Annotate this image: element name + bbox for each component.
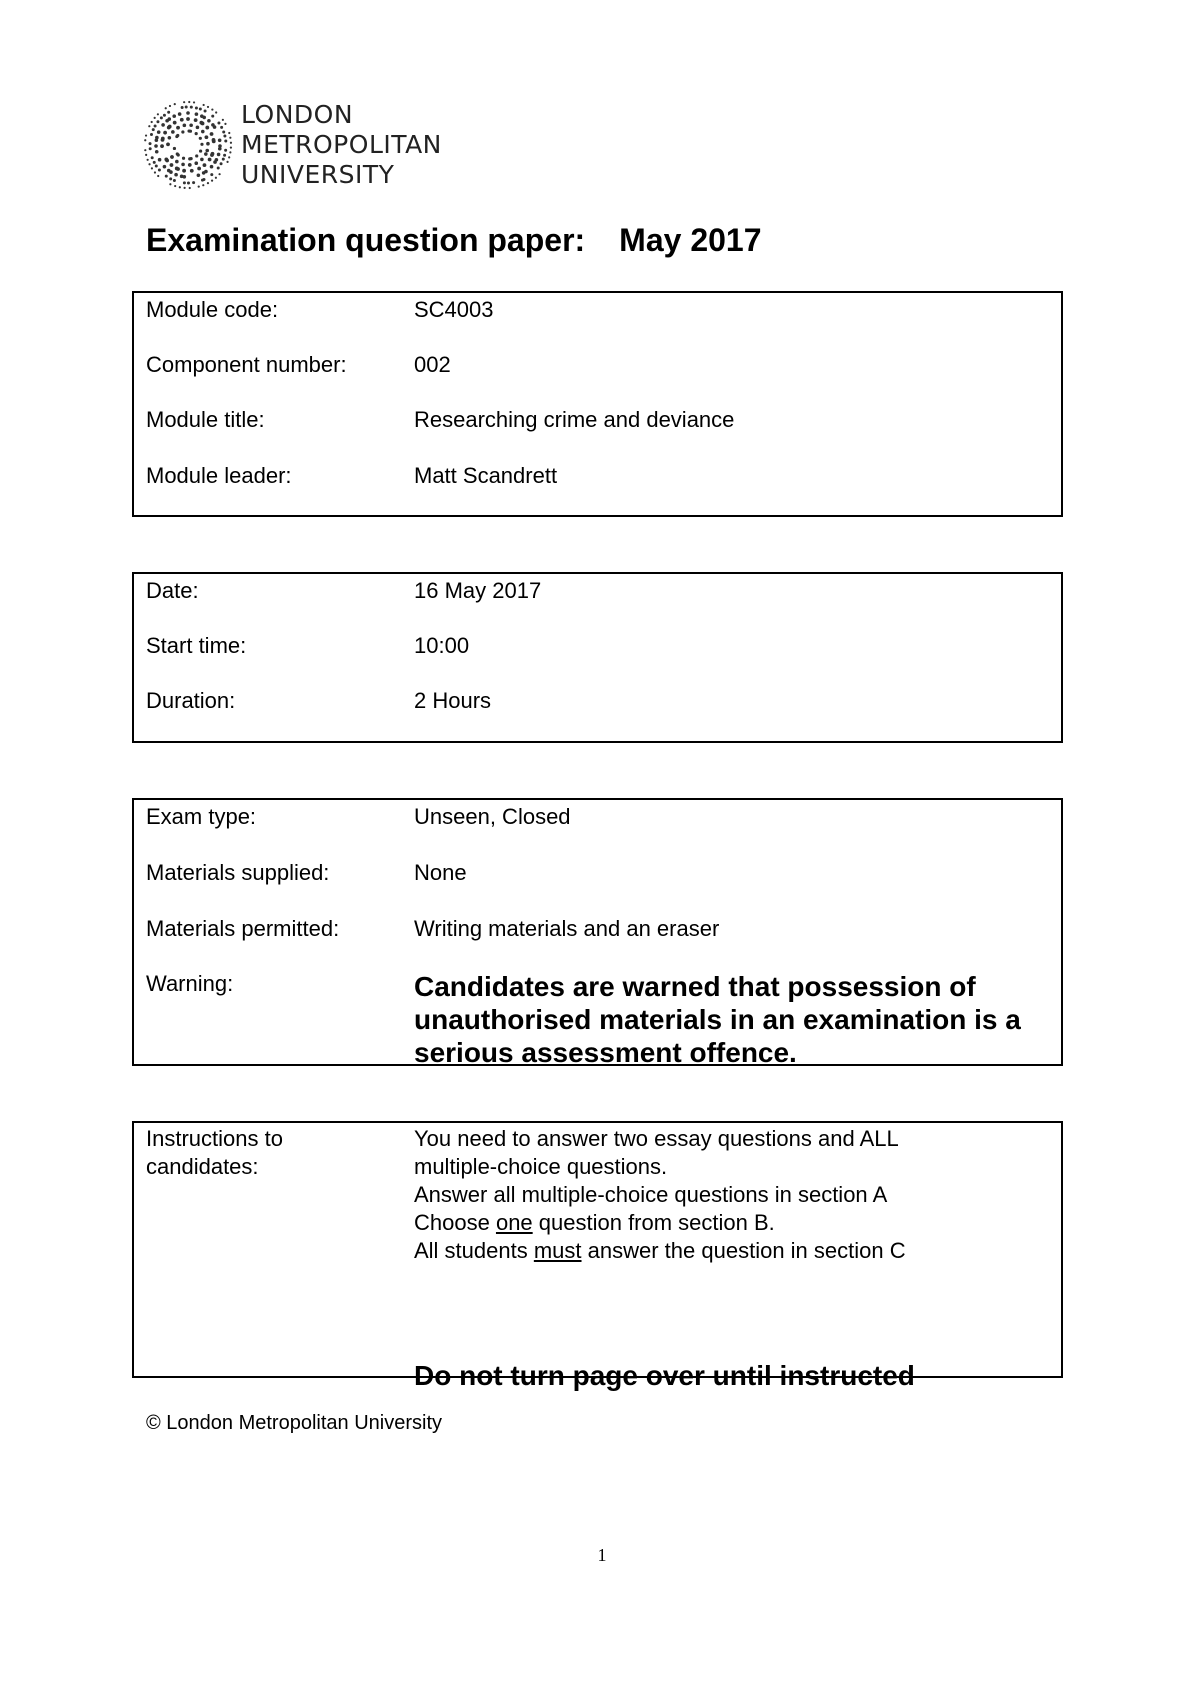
logo-dot (158, 169, 161, 172)
warning-text: Candidates are warned that possession of unauthorised materials in an examination is a serious assessment offence. (414, 971, 1021, 1068)
logo-dot (199, 149, 202, 152)
logo-dot (187, 182, 190, 185)
timing-info-box (132, 572, 1063, 743)
module-title-value: Researching crime and deviance (414, 407, 735, 432)
logo-dot (170, 163, 174, 167)
logo-dot (152, 128, 155, 131)
logo-dot (150, 133, 153, 136)
logo-dot (179, 186, 181, 188)
date-value: 16 May 2017 (414, 578, 542, 603)
logo-dot (206, 142, 210, 146)
logo-dot (173, 147, 176, 150)
logo-dot (201, 130, 205, 134)
instruction-line-1: You need to answer two essay questions and ALL (414, 1126, 899, 1151)
logo-dot (210, 165, 214, 169)
logo-dot (217, 121, 220, 124)
logo-dot (183, 181, 186, 184)
logo-dot (207, 106, 209, 108)
logo-dot (169, 170, 173, 174)
logo-dot (195, 132, 198, 135)
logo-dot (163, 165, 167, 169)
logo-dot (215, 158, 219, 162)
copyright-notice: © London Metropolitan University (146, 1412, 442, 1434)
logo-dot (148, 125, 150, 127)
logo-dot (208, 158, 212, 162)
logo-dot (205, 135, 209, 139)
logo-dot (169, 177, 172, 180)
logo-dot (199, 121, 203, 125)
logo-dot (165, 175, 168, 178)
logo-dot (202, 184, 204, 186)
logo-dot (168, 136, 172, 140)
logo-dot (202, 178, 205, 181)
logo-dot (192, 181, 195, 184)
logo-dot (204, 152, 208, 156)
instruction-line-5 (414, 1237, 906, 1265)
logo-dot (203, 104, 205, 106)
logo-dot (226, 161, 228, 163)
logo-dot (182, 169, 186, 173)
logo-dot (175, 160, 179, 164)
logo-dot (211, 115, 214, 118)
logo-dot (145, 154, 147, 156)
logo-dot (180, 118, 184, 122)
logo-dot (186, 117, 190, 121)
module-leader-label: Module leader: (146, 463, 292, 488)
logo-dot (154, 144, 158, 148)
logo-dot (147, 159, 149, 161)
logo-dot (167, 126, 171, 130)
instruction-line-4 (414, 1209, 906, 1237)
logo-dot (222, 119, 224, 121)
logo-dot (195, 112, 199, 116)
logo-dot (161, 138, 165, 142)
exam-type-value: Unseen, Closed (414, 804, 571, 829)
logo-dot (189, 130, 192, 133)
logo-dot (218, 144, 222, 148)
logo-dot (188, 101, 190, 103)
date-label: Date: (146, 578, 199, 603)
page-title (146, 222, 762, 259)
logo-dot (145, 134, 147, 136)
logo-dot (222, 158, 225, 161)
instructions-label: Instructions to candidates: (146, 1126, 283, 1179)
logo-line-1: LONDON (241, 100, 354, 129)
logo-dot (160, 116, 163, 119)
title-date: May 2017 (619, 222, 762, 258)
duration-label: Duration: (146, 688, 236, 713)
module-title-label: Module title: (146, 407, 265, 432)
logo-dot (163, 131, 167, 135)
logo-dot (166, 143, 170, 147)
logo-dot (176, 152, 179, 155)
logo-line-3: UNIVERSITY (241, 160, 395, 189)
logo-dot (183, 101, 185, 103)
logo-dot (155, 150, 159, 154)
logo-dot (228, 156, 230, 158)
logo-dot (170, 155, 174, 159)
logo-dot (189, 123, 193, 127)
logo-dot (161, 123, 165, 127)
instruction-line-3: Answer all multiple-choice questions in section A (414, 1182, 888, 1207)
logo-dot (174, 103, 176, 105)
module-code-value: SC4003 (414, 297, 494, 322)
materials-supplied-label: Materials supplied: (146, 860, 330, 885)
logo-dot (222, 131, 225, 134)
logo-dot (174, 185, 176, 187)
logo-dot (199, 137, 202, 140)
logo-dot (212, 138, 216, 142)
logo-dot-ring-icon (143, 98, 233, 194)
logo-dot (154, 117, 156, 119)
logo-dot (157, 175, 159, 177)
logo-dot (183, 124, 187, 128)
logo-dot (169, 105, 171, 107)
logo-dot (193, 101, 195, 103)
logo-dot (181, 106, 184, 109)
logo-dot (163, 114, 166, 117)
logo-dot (207, 119, 211, 123)
logo-dot (217, 153, 221, 157)
logo-dot (185, 106, 188, 109)
component-number-label: Component number: (146, 352, 347, 377)
logo-dot (188, 163, 192, 167)
instruction-line-4-end: question from section B. (532, 1210, 775, 1235)
logo-dot (203, 163, 207, 167)
logo-dot (165, 107, 167, 109)
logo-dot (204, 110, 207, 113)
logo-dot (200, 114, 204, 118)
logo-dot (183, 175, 187, 179)
logo-dot (218, 139, 222, 143)
logo-dot (224, 140, 227, 143)
logo-dot (205, 126, 209, 130)
instruction-line-4-start: Choose (414, 1210, 496, 1235)
exam-type-label: Exam type: (146, 804, 257, 829)
logo-dot (167, 111, 170, 114)
logo-dot (178, 112, 182, 116)
materials-permitted-value: Writing materials and an eraser (414, 916, 720, 941)
logo-dot (171, 130, 175, 134)
instruction-line-2: multiple-choice questions. (414, 1154, 668, 1179)
logo-dot (160, 144, 164, 148)
page-number: 1 (597, 1545, 607, 1565)
logo-dot (204, 170, 208, 174)
instruction-emphasis-one: one (495, 1210, 533, 1235)
logo-dot (218, 173, 220, 175)
logo-dot (224, 149, 227, 152)
logo-dot (211, 152, 215, 156)
logo-dot (229, 137, 231, 139)
logo-dot (195, 154, 198, 157)
logo-dot (155, 138, 159, 142)
logo-dot (199, 108, 202, 111)
logo-dot (176, 126, 180, 130)
component-number-value: 002 (414, 352, 451, 377)
logo-dot (194, 161, 198, 165)
logo-dot (149, 142, 152, 145)
logo-dot (210, 173, 213, 176)
logo-dot (144, 139, 146, 141)
module-code-label: Module code: (146, 297, 279, 322)
university-logo (143, 98, 503, 194)
final-notice: Do not turn page over until instructed (414, 1360, 915, 1391)
logo-dot (176, 167, 180, 171)
logo-dot (184, 187, 186, 189)
logo-line-2: METROPOLITAN (241, 130, 442, 159)
logo-dot (211, 123, 215, 127)
logo-dot (220, 126, 223, 129)
logo-dot (223, 134, 226, 137)
logo-dot (144, 149, 146, 151)
logo-dot (157, 113, 159, 115)
start-time-label: Start time: (146, 633, 247, 658)
logo-dot (153, 161, 156, 164)
logo-dot (211, 180, 213, 182)
instructions-box (132, 1121, 1063, 1391)
logo-dot (173, 121, 177, 125)
logo-dot (210, 132, 214, 136)
logo-dot (181, 163, 185, 167)
logo-dot (230, 146, 232, 148)
logo-dot (215, 111, 217, 113)
logo-dot (224, 123, 226, 125)
logo-dot (186, 111, 190, 115)
instruction-emphasis-must: must (533, 1238, 582, 1263)
logo-dot (172, 114, 176, 118)
logo-dot (176, 134, 179, 137)
logo-dot (169, 183, 171, 185)
logo-dot (189, 187, 191, 189)
logo-dot (230, 142, 232, 144)
logo-dot (165, 119, 169, 123)
logo-dot (154, 125, 157, 128)
logo-dot (151, 156, 154, 159)
logo-dot (182, 157, 185, 160)
logo-dot (197, 173, 201, 177)
logo-dot (158, 158, 162, 162)
logo-dot (194, 118, 198, 122)
instruction-line-5-end: answer the question in section C (581, 1238, 906, 1263)
logo-dot (149, 147, 152, 150)
module-info-box (132, 291, 1063, 517)
logo-dot (197, 167, 201, 171)
logo-dot (155, 164, 158, 167)
logo-dot (211, 108, 213, 110)
duration-value: 2 Hours (414, 688, 492, 713)
warning-label: Warning: (146, 971, 234, 996)
logo-wordmark (241, 100, 442, 190)
logo-dot (200, 158, 204, 162)
title-text: Examination question paper: (146, 222, 586, 258)
logo-dot (215, 177, 217, 179)
logo-dot (151, 167, 153, 169)
logo-dot (228, 132, 230, 134)
logo-dot (154, 171, 156, 173)
instructions-list (414, 1125, 906, 1265)
logo-dot (190, 169, 194, 173)
logo-dot (148, 163, 150, 165)
logo-dot (174, 173, 178, 177)
logo-dot (156, 120, 159, 123)
logo-dot (200, 143, 203, 146)
logo-dot (198, 186, 200, 188)
logo-dot (229, 151, 231, 153)
logo-dot (220, 162, 223, 165)
module-leader-value: Matt Scandrett (414, 463, 558, 488)
logo-dot (181, 130, 184, 133)
start-time-value: 10:00 (414, 633, 470, 658)
logo-dot (217, 167, 220, 170)
logo-dot (165, 159, 169, 163)
logo-dot (151, 121, 153, 123)
logo-dot (207, 182, 209, 184)
logo-dot (190, 106, 193, 109)
logo-dot (196, 126, 200, 130)
logo-dot (223, 154, 226, 157)
materials-permitted-label: Materials permitted: (146, 916, 340, 941)
instruction-line-5-start: All students (414, 1238, 534, 1263)
logo-dot (195, 106, 198, 109)
exam-conditions-box (132, 798, 1063, 1066)
logo-dot (173, 179, 176, 182)
logo-dot (188, 157, 191, 160)
materials-supplied-value: None (414, 860, 467, 885)
logo-dot (157, 130, 161, 134)
logo-dot (205, 149, 209, 153)
